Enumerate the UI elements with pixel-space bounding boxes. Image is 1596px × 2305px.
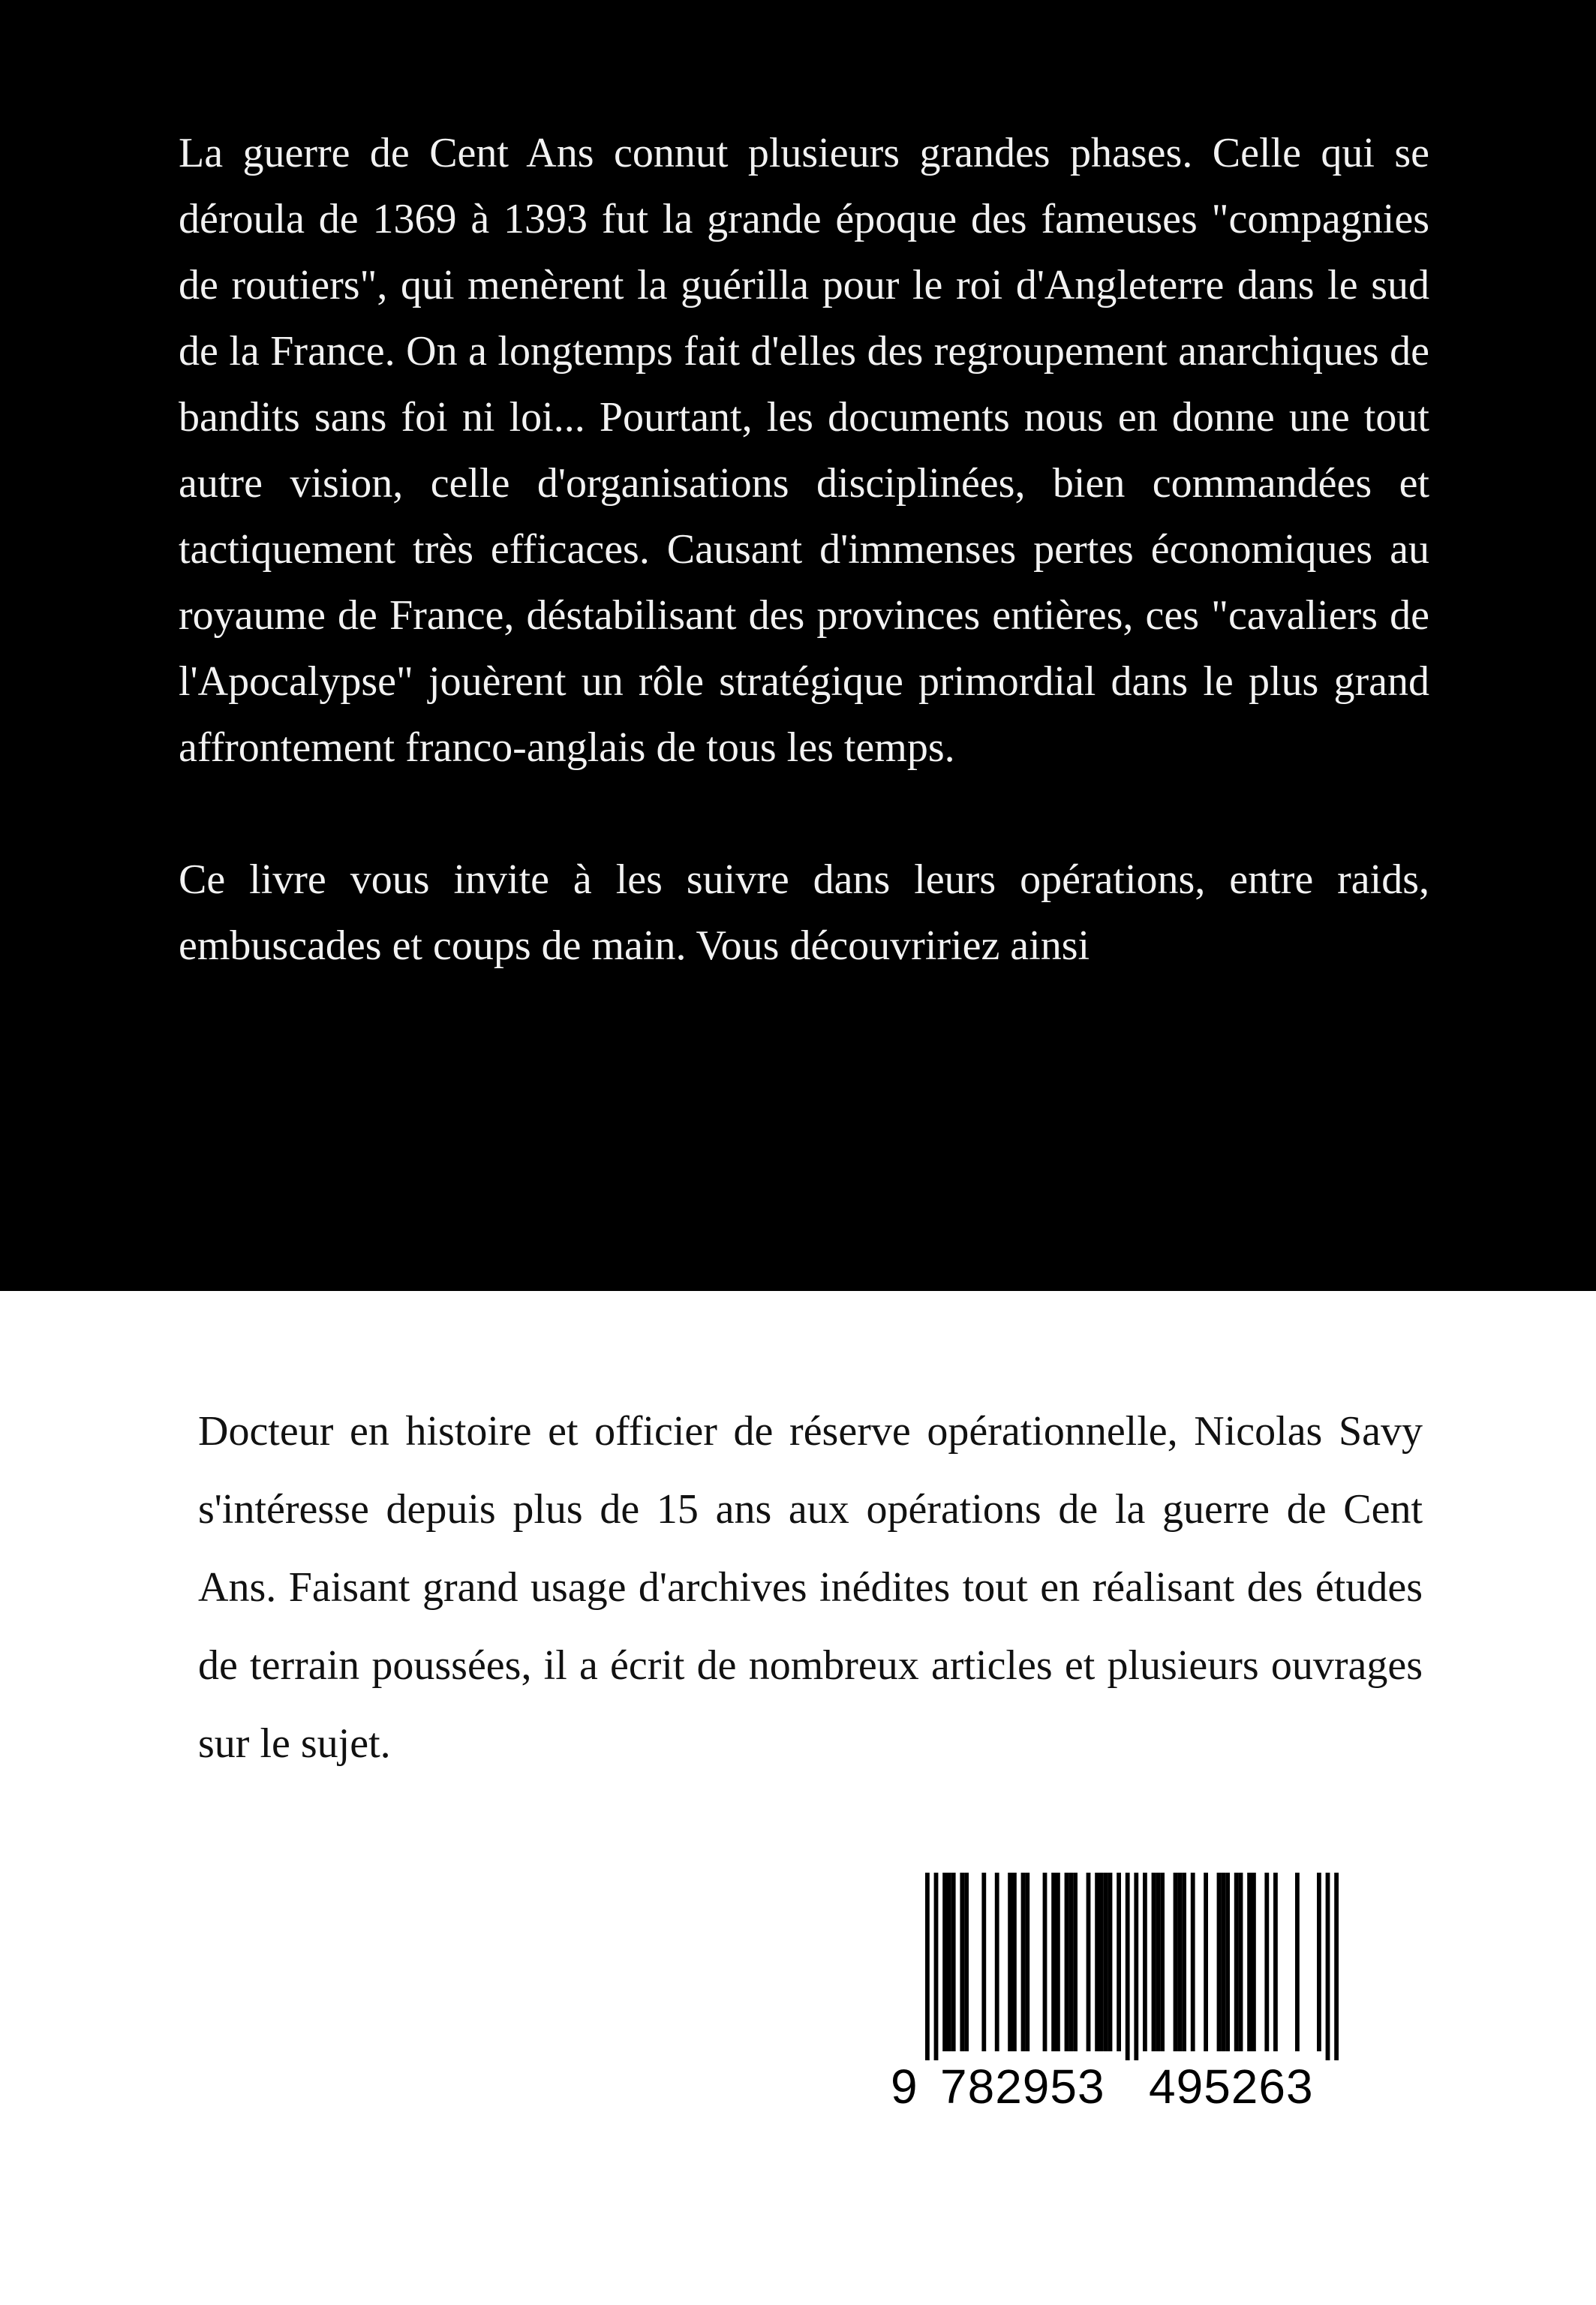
barcode-bar <box>1152 1873 1156 2051</box>
barcode-bar <box>951 1873 956 2051</box>
barcode-bar <box>1143 1873 1147 2051</box>
barcode-bar <box>1087 1873 1091 2051</box>
barcode-bar <box>964 1873 969 2051</box>
barcode-bar <box>1021 1873 1026 2051</box>
barcode-lead-digit: 9 <box>891 2060 918 2114</box>
barcode-digits <box>882 2060 1362 2113</box>
barcode-bar <box>1247 1873 1252 2051</box>
barcode-bar <box>960 1873 964 2051</box>
barcode-bar <box>1065 1873 1069 2051</box>
barcode-bar <box>1239 1873 1243 2051</box>
isbn-barcode <box>882 1873 1362 2114</box>
blurb-paragraph: Ce livre vous invite à les suivre dans leurs opérations, entre raids, embuscades et coups de main. Vous découvririez ainsi <box>179 856 1429 969</box>
barcode-bar <box>942 1873 947 2051</box>
barcode-guard-bar <box>1334 1873 1339 2060</box>
author-panel <box>0 1291 1596 2305</box>
barcode-bar <box>1252 1873 1256 2051</box>
barcode-bar <box>1221 1873 1225 2051</box>
barcode-bar <box>1008 1873 1012 2051</box>
barcode-bar <box>1225 1873 1230 2051</box>
barcode-bar <box>1160 1873 1165 2051</box>
barcode-bar <box>1204 1873 1208 2051</box>
barcode-bar <box>1264 1873 1269 2051</box>
barcode-left-group: 782953 <box>940 2060 1105 2114</box>
barcode-guard-bar <box>934 1873 939 2060</box>
barcode-bar <box>1273 1873 1278 2051</box>
barcode-bar <box>1104 1873 1108 2051</box>
barcode-bar <box>1051 1873 1056 2051</box>
barcode-bar <box>1099 1873 1104 2051</box>
barcode-bar <box>1234 1873 1239 2051</box>
barcode-bar <box>995 1873 999 2051</box>
barcode-guard-bar <box>1326 1873 1330 2060</box>
barcode-guard-bar <box>1134 1873 1138 2060</box>
barcode-bar <box>947 1873 951 2051</box>
barcode-bar <box>1317 1873 1321 2051</box>
barcode-bar <box>1043 1873 1047 2051</box>
barcode-bars <box>882 1873 1362 2060</box>
barcode-bar <box>1069 1873 1073 2051</box>
barcode-bar <box>1191 1873 1195 2051</box>
barcode-right-group: 495263 <box>1149 2060 1314 2114</box>
barcode-bar <box>1117 1873 1121 2051</box>
barcode-bar <box>1174 1873 1178 2051</box>
barcode-bar <box>1217 1873 1222 2051</box>
barcode-bar <box>1073 1873 1078 2051</box>
barcode-bar <box>981 1873 986 2051</box>
barcode-bar <box>1012 1873 1017 2051</box>
barcode-bar <box>1182 1873 1186 2051</box>
barcode-bar <box>1295 1873 1300 2051</box>
barcode-guard-bar <box>925 1873 930 2060</box>
barcode-bar <box>1156 1873 1160 2051</box>
blurb-paragraph: La guerre de Cent Ans connut plusieurs grandes phases. Celle qui se déroula de 1369 à 1393 fut la grande époque des fameuses "compagnies de routiers", qui menèrent la guérilla pour le roi d'Angleterre dans le sud de la France. On a longtemps fait d'elles des regroupement anarchiques de bandits sans foi ni loi... Pourtant, les documents nous en donne une tout autre vision, celle d'organisations disciplinées, bien commandées et tactiquement très efficaces. Causant d'immenses pertes économiques au royaume de France, déstabilisant des provinces entières, ces "cavaliers de l'Apocalypse" jouèrent un rôle stratégique primordial dans le plus grand affrontement franco-anglais de tous les temps. <box>179 130 1429 771</box>
barcode-bar <box>1177 1873 1182 2051</box>
book-blurb <box>179 120 1429 979</box>
barcode-bar <box>1056 1873 1060 2051</box>
author-bio: Docteur en histoire et officier de réserve opérationnelle, Nicolas Savy s'intéresse depuis plus de 15 ans aux opérations de la guerre de Cent Ans. Faisant grand usage d'archives inédites tout en réalisant des études de terrain poussées, il a écrit de nombreux articles et plusieurs ouvrages sur le sujet. <box>198 1408 1423 1767</box>
barcode-bar <box>1108 1873 1113 2051</box>
barcode-bar <box>1095 1873 1099 2051</box>
barcode-bar <box>1025 1873 1029 2051</box>
barcode-guard-bar <box>1126 1873 1130 2060</box>
